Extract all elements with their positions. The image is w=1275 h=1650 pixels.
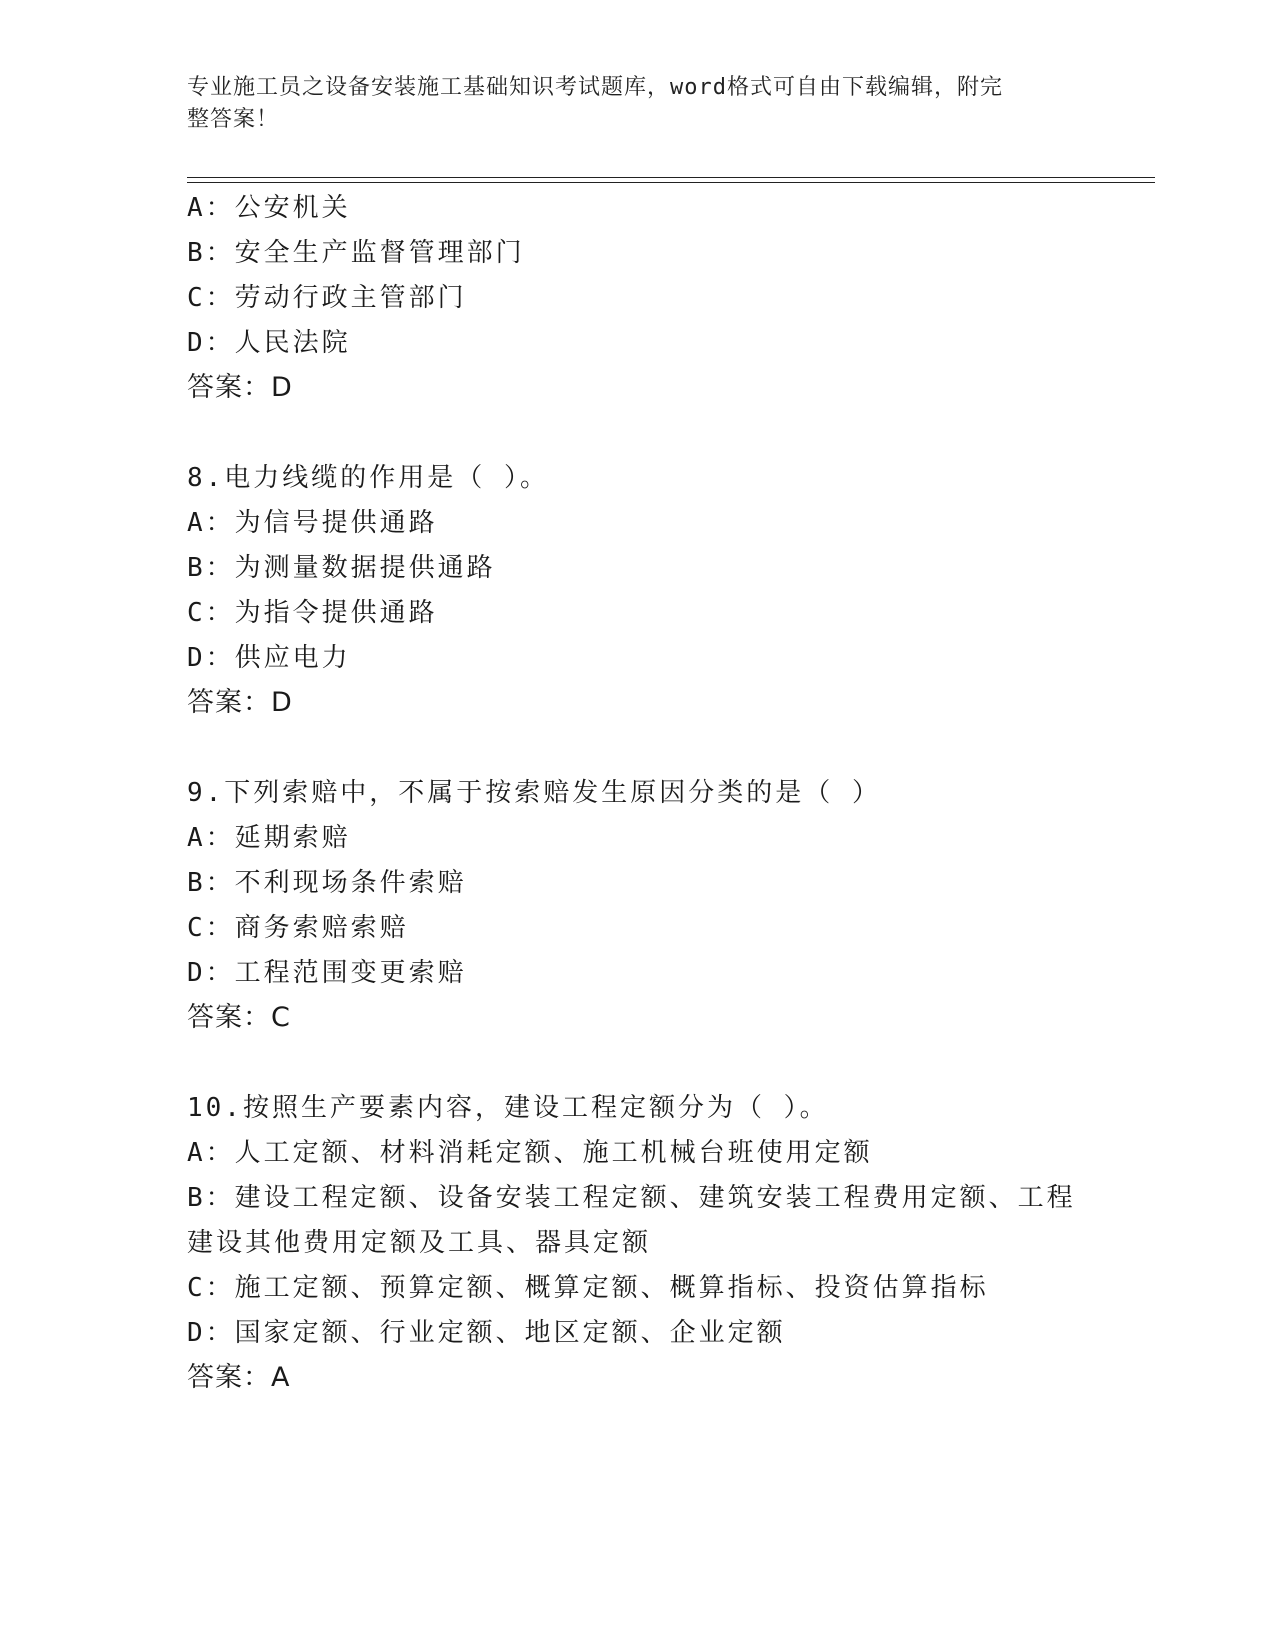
header-divider-bottom <box>187 182 1155 183</box>
q9-option-c: C：商务索赔索赔 <box>187 913 409 943</box>
q8-option-c: C：为指令提供通路 <box>187 598 438 628</box>
q9-option-d: D：工程范围变更索赔 <box>187 958 467 988</box>
q10-option-d: D：国家定额、行业定额、地区定额、企业定额 <box>187 1318 786 1348</box>
q7-option-b: B：安全生产监督管理部门 <box>187 238 525 268</box>
q10-answer: 答案：A <box>187 1362 291 1393</box>
q10-option-b-continued: 建设其他费用定额及工具、器具定额 <box>187 1228 652 1258</box>
header-line-2: 整答案！ <box>187 107 280 132</box>
q8-answer: 答案：D <box>187 687 293 718</box>
q9-option-b: B：不利现场条件索赔 <box>187 868 467 898</box>
q8-stem: 8.电力线缆的作用是（ ）。 <box>187 463 549 493</box>
q9-option-a: A：延期索赔 <box>187 823 351 853</box>
q7-answer: 答案：D <box>187 372 293 403</box>
q10-option-c: C：施工定额、预算定额、概算定额、概算指标、投资估算指标 <box>187 1273 989 1303</box>
q10-option-b: B：建设工程定额、设备安装工程定额、建筑安装工程费用定额、工程 <box>187 1183 1076 1213</box>
q7-option-d: D：人民法院 <box>187 328 351 358</box>
q8-option-b: B：为测量数据提供通路 <box>187 553 496 583</box>
q8-option-a: A：为信号提供通路 <box>187 508 438 538</box>
q8-option-d: D：供应电力 <box>187 643 351 673</box>
document-header <box>187 72 1067 136</box>
q9-answer: 答案：C <box>187 1002 291 1033</box>
q9-stem: 9.下列索赔中，不属于按索赔发生原因分类的是（ ） <box>187 778 881 808</box>
q10-option-a: A：人工定额、材料消耗定额、施工机械台班使用定额 <box>187 1138 873 1168</box>
q7-option-c: C：劳动行政主管部门 <box>187 283 467 313</box>
q10-stem: 10.按照生产要素内容，建设工程定额分为（ ）。 <box>187 1093 829 1123</box>
header-line-1: 专业施工员之设备安装施工基础知识考试题库，word格式可自由下载编辑，附完 <box>187 75 1003 100</box>
header-divider-top <box>187 177 1155 178</box>
q7-option-a: A：公安机关 <box>187 193 351 223</box>
